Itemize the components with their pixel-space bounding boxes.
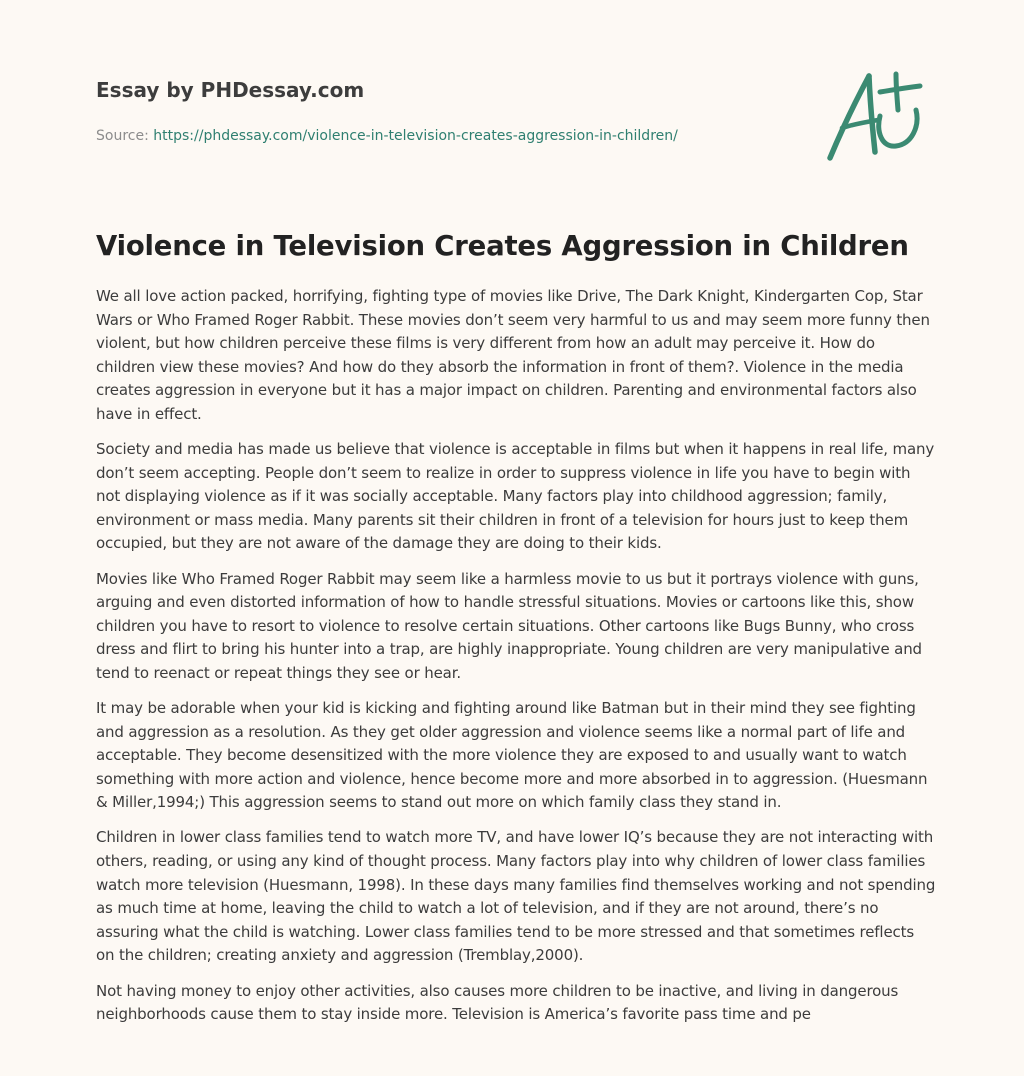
a-plus-grade-icon — [822, 66, 928, 166]
essay-paragraph: Children in lower class families tend to watch more TV, and have lower IQ’s because they are not interacting with others, reading, or using any kind of thought process. Many factors play into why children of lower class families watch more television (Huesmann, 1998). In these days many families find themselves working and not spending as much time at home, leaving the child to watch a lot of television, and if they are not around, there’s no assuring what the child is watching. Lower class families tend to be more stressed and that sometimes reflects on the children; creating anxiety and aggression (Tremblay,2000). — [96, 828, 936, 965]
essay-paragraph: Society and media has made us believe that violence is acceptable in films but when it happens in real life, many don’t seem accepting. People don’t seem to realize in order to suppress violence in life you have to begin with not displaying violence as if it was socially acceptable. Many factors play into childhood aggression; family, environment or mass media. Many parents sit their children in front of a television for hours just to keep them occupied, but they are not aware of the damage they are doing to their kids. — [96, 440, 935, 553]
essay-paragraph: It may be adorable when your kid is kicking and fighting around like Batman but in their mind they see fighting and aggression as a resolution. As they get older aggression and violence seems like a normal part of life and acceptable. They become desensitized with the more violence they are exposed to and usually want to watch something with more action and violence, hence become more and more absorbed in to aggression. (Huesmann & Miller,1994;) This aggression seems to stand out more on which family class they stand in. — [96, 699, 928, 812]
essay-paragraph: Movies like Who Framed Roger Rabbit may seem like a harmless movie to us but it portrays violence with guns, arguing and even distorted information of how to handle stressful situations. Movies or cartoons like this, show children you have to resort to violence to resolve certain situations. Other cartoons like Bugs Bunny, who cross dress and flirt to bring his hunter into a trap, are highly inappropriate. Young children are very manipulative and tend to reenact or repeat things they see or hear. — [96, 569, 922, 682]
essay-paragraph: Not having money to enjoy other activities, also causes more children to be inactive, and living in dangerous neighborhoods cause them to stay inside more. Television is America’s favorite pass time and pe — [96, 981, 899, 1024]
page-header — [96, 76, 796, 146]
source-link[interactable]: https://phdessay.com/violence-in-television-creates-aggression-in-children/ — [153, 128, 678, 144]
essay-paragraph: We all love action packed, horrifying, fighting type of movies like Drive, The Dark Knight, Kindergarten Cop, Star Wars or Who Framed Roger Rabbit. These movies don’t seem very harmful to us and may seem more funny then violent, but how children perceive these films is very different from how an adult may perceive it. How do children view these movies? And how do they absorb the information in front of them?. Violence in the media creates aggression in everyone but it has a major impact on children. Parenting and environmental factors also have in effect. — [96, 287, 930, 423]
source-label: Source: — [96, 128, 154, 144]
source-line — [96, 126, 796, 146]
site-brand: Essay by PHDessay.com — [96, 78, 365, 102]
essay-title: Violence in Television Creates Aggression in Children — [96, 230, 909, 262]
essay-body — [96, 285, 936, 1038]
